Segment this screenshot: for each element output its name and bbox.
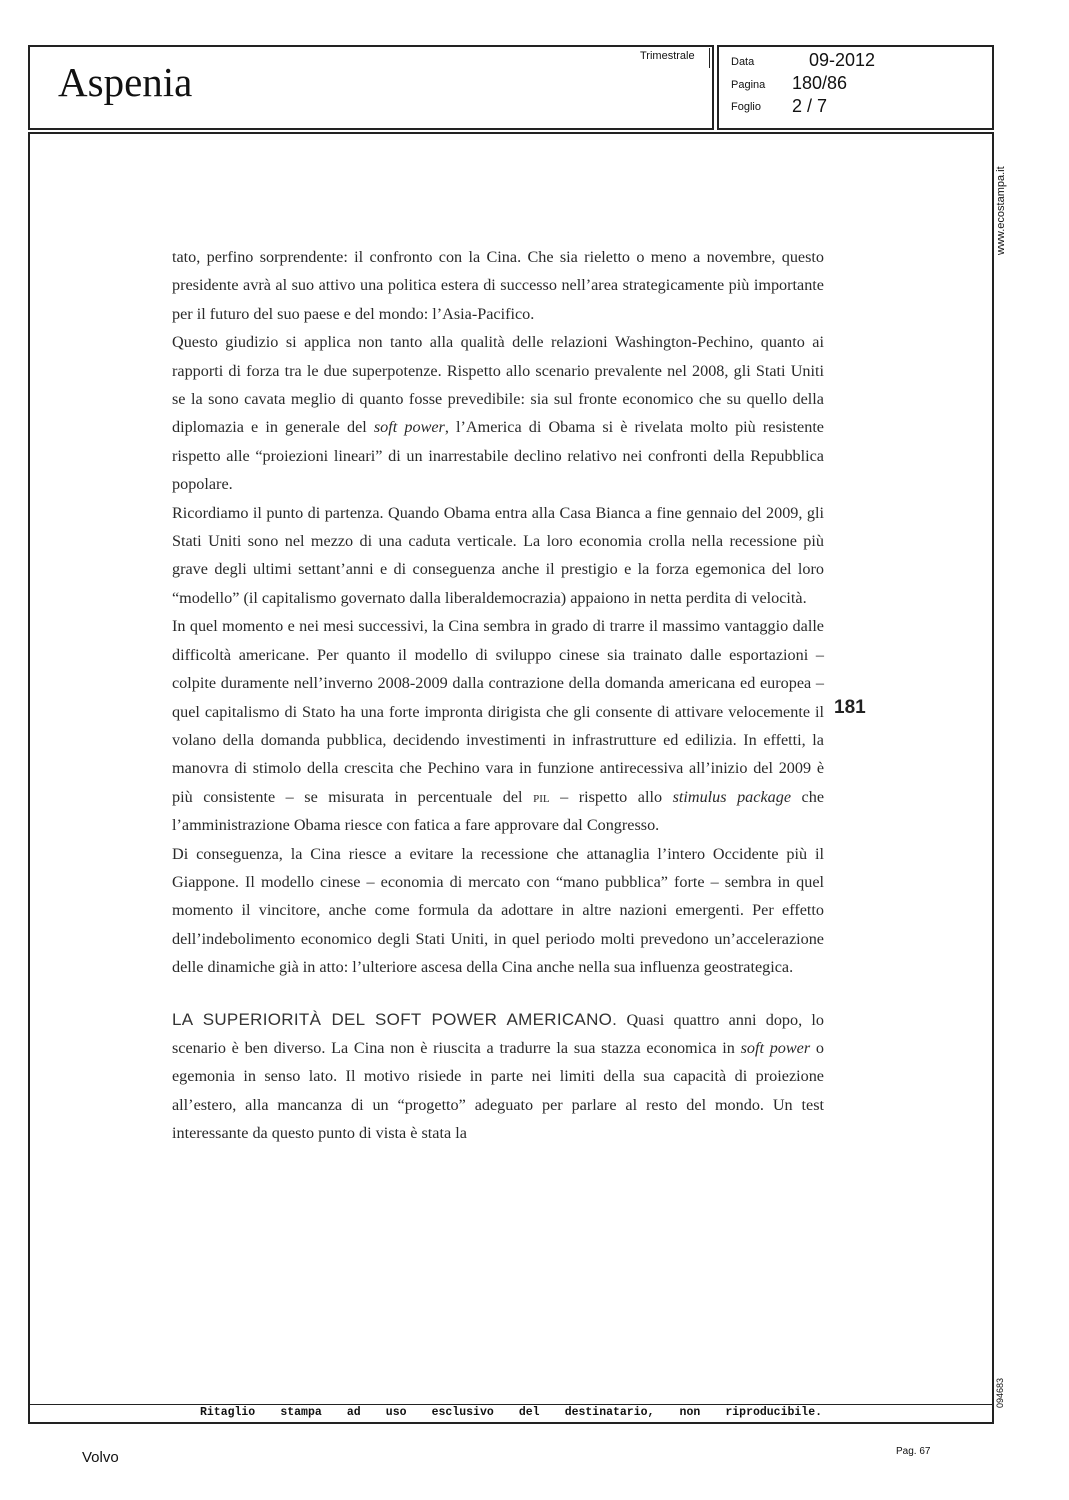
client-name: Volvo [82,1449,119,1466]
paragraph-3: Ricordiamo il punto di partenza. Quando Obama entra alla Casa Bianca a fine gennaio del 2009, gli Stati Uniti sono nel mezzo di una caduta verticale. La loro economia crolla nella recessione più grave degli ultimi settant’anni e di conseguenza anche il prestigio e la forza egemonica del loro “modello” (il capitalismo governato dalla liberaldemocrazia) appaiono in netta perdita di velocità. [172,503,824,607]
paragraph-2-text-a: Questo giudizio si applica non tanto alla qualità delle relazioni Washington-Pechino, quanto ai rapporti di forza tra le due superpotenze. Rispetto allo scenario prevalente nel 2008, gli Stati Uniti se la sono cavata meglio di quanto fosse prevedibile: sia sul fronte economico che su quello della diplomazia e in generale del [172,333,824,437]
footer-divider [30,1404,992,1405]
paragraph-6-emphasis: soft power [740,1038,811,1057]
paragraph-4-abbrev: pil [533,787,550,806]
side-code: 094683 [995,1377,1005,1408]
paragraph-6 [172,1006,824,1148]
paragraph-2-emphasis: soft power [373,418,445,437]
article-body [172,243,824,1148]
paragraph-4 [172,612,824,839]
meta-label-data: Data [731,56,755,68]
paragraph-4-emphasis: stimulus package [672,787,792,806]
page-counter: Pag. 67 [896,1446,931,1457]
section-heading: LA SUPERIORITÀ DEL SOFT POWER AMERICANO. [172,1009,618,1029]
meta-label-pagina: Pagina [731,79,766,91]
page-number: 181 [834,697,866,718]
meta-value-pagina: 180/86 [792,73,848,93]
frequency-divider [709,48,710,68]
frequency-label: Trimestrale [640,50,695,62]
meta-label-foglio: Foglio [731,101,761,113]
paragraph-6-text-a: Quasi quattro anni dopo, lo scenario è ben diverso. La Cina non è riuscita a tradurre la sua stazza economica in [172,1010,824,1057]
paragraph-2-text-b: , l’America di Obama si è rivelata molto più resistente rispetto alle “proiezioni lineari” di un inarrestabile declino relativo nei confronti della Repubblica popolare. [172,418,824,494]
side-url: www.ecostampa.it [995,166,1007,255]
paragraph-4-text-b: – rispetto allo [549,787,673,806]
paragraph-5: Di conseguenza, la Cina riesce a evitare la recessione che attanaglia l’intero Occidente più il Giappone. Il modello cinese – economia di mercato con “mano pubblica” forte – sembra in quel momento il vincitore, anche come formula da adottare in altre nazioni emergenti. Per effetto dell’indebolimento economico degli Stati Uniti, in quel periodo molti prevedono un’accelerazione delle dinamiche già in atto: l’ulteriore ascesa della Cina anche nella sua influenza geostrategica. [172,844,824,977]
paragraph-4-text-c: che l’amministrazione Obama riesce con fatica a fare approvare dal Congresso. [172,787,825,835]
paragraph-2 [172,328,824,498]
paragraph-6-text-b: o egemonia in senso lato. Il motivo risiede in parte nei limiti della sua capacità di proiezione all’estero, alla mancanza di un “progetto” adeguato per parlare al resto del mondo. Un test interessante da questo punto di vista è stata la [172,1038,824,1143]
meta-value-data: 09-2012 [809,50,876,70]
meta-value-foglio: 2 / 7 [792,96,828,116]
paragraph-4-text-a: In quel momento e nei mesi successivi, la Cina sembra in grado di trarre il massimo vantaggio dalle difficoltà americane. Per quanto il modello di sviluppo cinese sia trainato dalle esportazioni – colpite duramente nell’inverno 2008-2009 dalla contrazione della domanda americana ed europea – quel capitalismo di Stato ha una forte impronta dirigista che gli consente di attivare velocemente il volano della domanda pubblica, decidendo investimenti in infrastrutture ed edilizia. In effetti, la manovra di stimolo della crescita che Pechino vara in funzione antirecessiva all’inizio del 2009 è più consistente – se misurata in percentuale del [172,617,824,806]
masthead-title: Aspenia [58,59,193,105]
disclaimer: Ritaglio stampa ad uso esclusivo del destinatario, non riproducibile. [200,1406,822,1419]
paragraph-1: tato, perfino sorprendente: il confronto con la Cina. Che sia rieletto o meno a novembre, questo presidente avrà al suo attivo una politica estera di successo nell’area strategicamente più importante per il futuro del suo paese e del mondo: l’Asia-Pacifico. [172,248,824,323]
